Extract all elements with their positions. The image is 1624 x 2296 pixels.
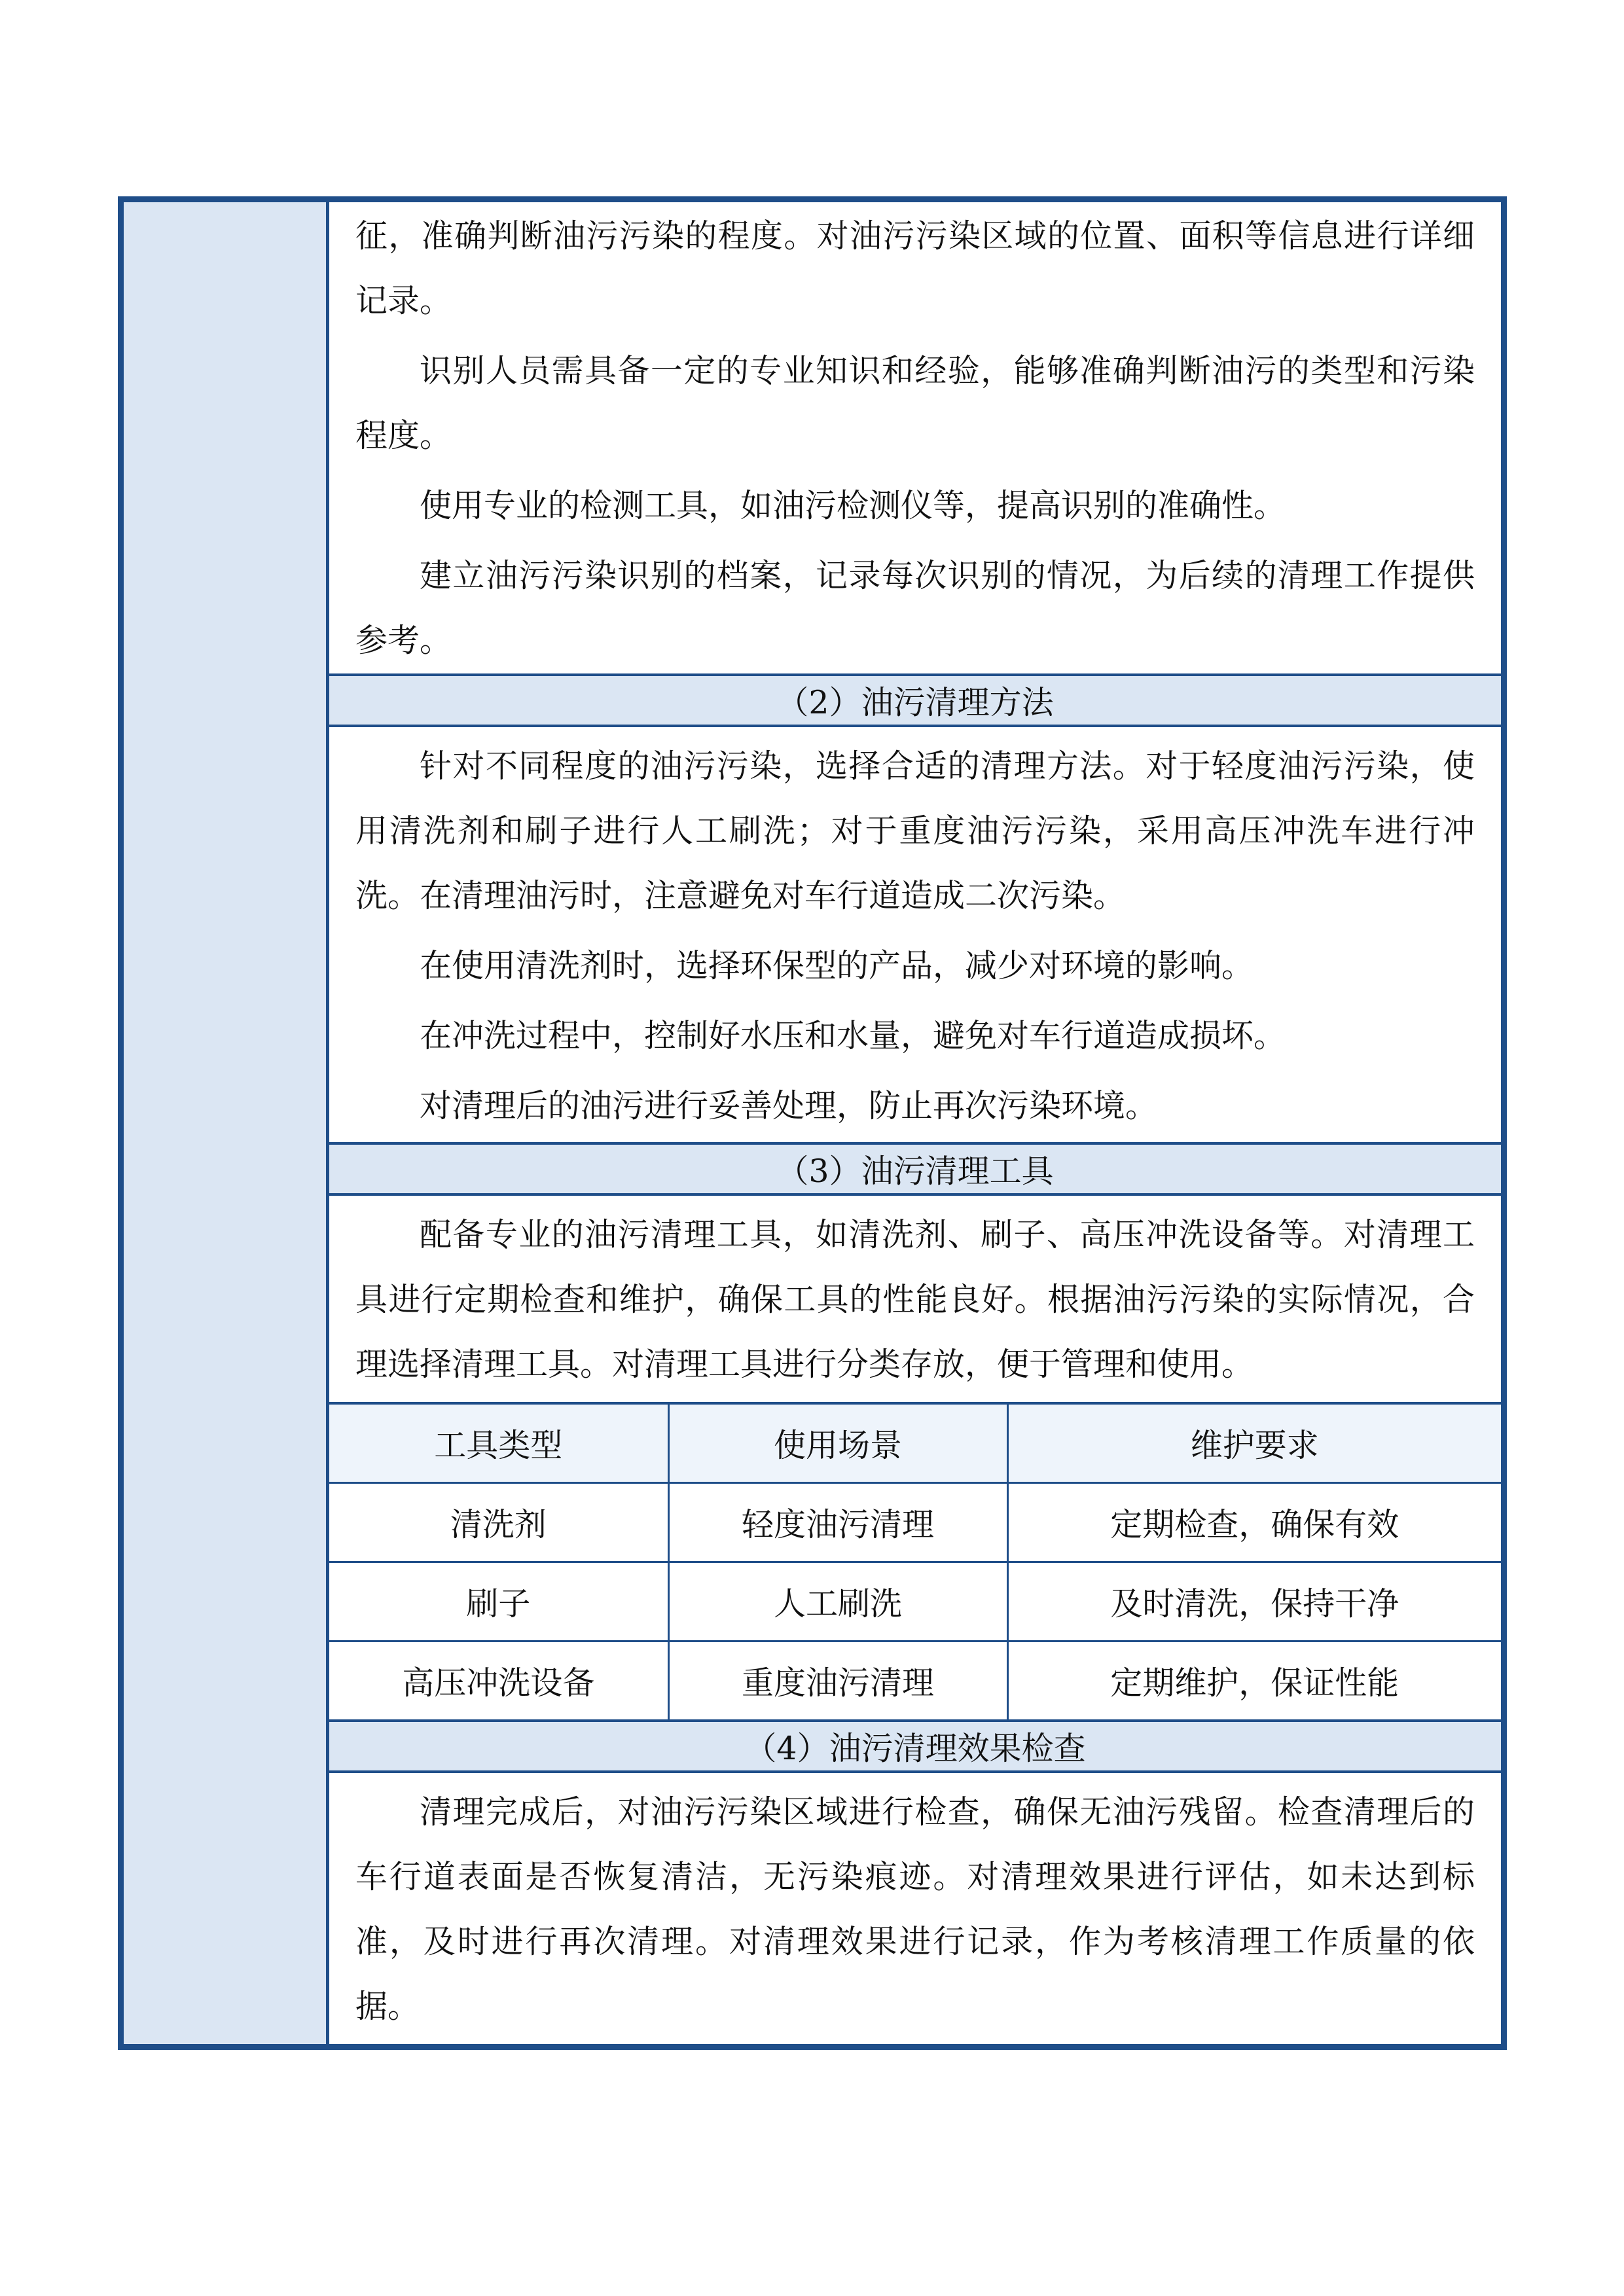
- paragraph: 使用专业的检测工具，如油污检测仪等，提高识别的准确性。: [420, 487, 1286, 524]
- table-cell: 定期检查，确保有效: [1007, 1483, 1501, 1562]
- table-cell: 轻度油污清理: [668, 1483, 1007, 1562]
- right-content-column: [329, 202, 1501, 2044]
- column-header-usage-scenario: 使用场景: [668, 1403, 1007, 1483]
- table-cell: 高压冲洗设备: [329, 1641, 668, 1720]
- table-row: [329, 1483, 1501, 1562]
- tools-table: [329, 1402, 1501, 1719]
- paragraph: 在使用清洗剂时，选择环保型的产品，减少对环境的影响。: [420, 947, 1254, 984]
- table-cell: 定期维护，保证性能: [1007, 1641, 1501, 1720]
- paragraph: 针对不同程度的油污污染，选择合适的清理方法。对于轻度油污污染，使用清洗剂和刷子进行人工刷洗；对于重度油污污染，采用高压冲洗车进行冲洗。在清理油污时，注意避免对车行道造成二次污染。: [355, 747, 1475, 914]
- section-header-effect-check: （4）油污清理效果检查: [329, 1719, 1501, 1773]
- paragraph: 征，准确判断油污污染的程度。对油污污染区域的位置、面积等信息进行详细记录。: [355, 217, 1475, 319]
- paragraph: 在冲洗过程中，控制好水压和水量，避免对车行道造成损坏。: [420, 1017, 1286, 1054]
- column-header-maintenance: 维护要求: [1007, 1403, 1501, 1483]
- left-category-column: [124, 202, 329, 2044]
- table-row: [329, 1641, 1501, 1720]
- table-header-row: [329, 1403, 1501, 1483]
- content-frame: [118, 196, 1507, 2050]
- paragraph: 清理完成后，对油污污染区域进行检查，确保无油污残留。检查清理后的车行道表面是否恢复清洁，无污染痕迹。对清理效果进行评估，如未达到标准，及时进行再次清理。对清理效果进行记录，作为考核清理工作质量的依据。: [355, 1793, 1475, 2025]
- table-cell: 清洗剂: [329, 1483, 668, 1562]
- paragraph: 配备专业的油污清理工具，如清洗剂、刷子、高压冲洗设备等。对清理工具进行定期检查和维护，确保工具的性能良好。根据油污污染的实际情况，合理选择清理工具。对清理工具进行分类存放，便于管理和使用。: [355, 1216, 1475, 1383]
- column-header-tool-type: 工具类型: [329, 1403, 668, 1483]
- table-cell: 及时清洗，保持干净: [1007, 1562, 1501, 1641]
- cleaning-tools-text-block: [329, 1196, 1501, 1402]
- effect-check-text-block: [329, 1773, 1501, 2044]
- section-header-cleaning-tools: （3）油污清理工具: [329, 1142, 1501, 1196]
- cleaning-methods-text-block: [329, 727, 1501, 1142]
- paragraph: 识别人员需具备一定的专业知识和经验，能够准确判断油污的类型和污染程度。: [355, 352, 1475, 454]
- table-row: [329, 1562, 1501, 1641]
- paragraph: 对清理后的油污进行妥善处理，防止再次污染环境。: [420, 1087, 1158, 1124]
- section-header-cleaning-methods: （2）油污清理方法: [329, 673, 1501, 727]
- table-cell: 重度油污清理: [668, 1641, 1007, 1720]
- paragraph: 建立油污污染识别的档案，记录每次识别的情况，为后续的清理工作提供参考。: [355, 557, 1475, 659]
- table-cell: 人工刷洗: [668, 1562, 1007, 1641]
- identification-text-block: [329, 202, 1501, 673]
- table-cell: 刷子: [329, 1562, 668, 1641]
